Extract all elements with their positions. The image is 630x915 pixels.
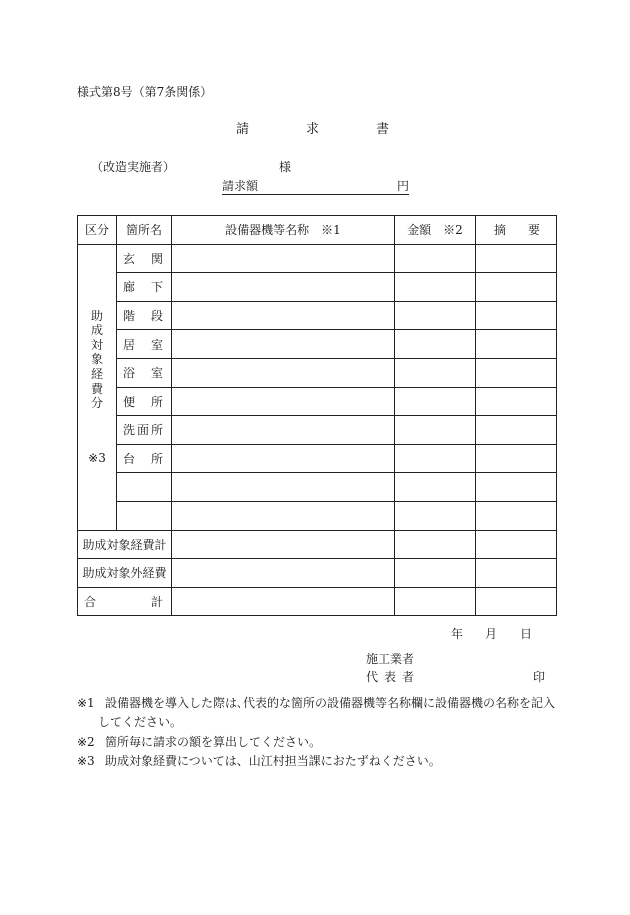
location-cell [117,330,172,359]
location-cell [117,358,172,387]
addressee-label: （改造実施者） [91,160,176,174]
table-row [78,387,557,416]
category-char: 費 [90,381,103,396]
note-mark: ※1 [77,696,95,710]
table-row [78,416,557,445]
amount-unit: 円 [396,179,409,193]
table-row [78,444,557,473]
table-header-row [78,216,557,245]
equipment-cell[interactable] [172,559,395,588]
equipment-cell[interactable] [172,301,395,330]
note-1-continued: してください。 [98,715,183,729]
seal-label: 印 [533,670,546,684]
location-char: 関 [150,251,163,266]
note-text: 箇所毎に請求の額を算出してください。 [105,735,322,749]
location-char: 所 [150,452,163,467]
non-subsidized-label: 助成対象外経費 [78,559,172,588]
grand-total-char: 計 [150,595,163,610]
price-cell[interactable] [395,559,476,588]
equipment-cell[interactable] [172,444,395,473]
location-char: 便 [123,394,136,409]
date-year: 年 [451,627,464,641]
table-row [78,330,557,359]
price-cell[interactable] [395,387,476,416]
remarks-cell[interactable] [476,501,557,530]
location-cell [117,416,172,445]
header-remarks-char: 摘 [494,223,507,238]
location-cell [117,244,172,273]
equipment-cell[interactable] [172,587,395,616]
non-subsidized-row [78,559,557,588]
table-row [78,273,557,302]
remarks-cell[interactable] [476,358,557,387]
table-row [78,301,557,330]
equipment-cell[interactable] [172,501,395,530]
title-char: 請 [236,122,250,137]
category-note-mark: ※3 [88,450,106,465]
remarks-cell[interactable] [476,273,557,302]
location-char: 居 [123,337,136,352]
location-char: 廊 [123,280,136,295]
table-row [78,501,557,530]
location-char: 階 [123,309,136,324]
location-char: 室 [150,337,163,352]
location-char: 所 [150,394,163,409]
remarks-cell[interactable] [476,530,557,559]
price-cell[interactable] [395,473,476,502]
contractor-label: 施工業者 [366,652,415,666]
equipment-cell[interactable] [172,358,395,387]
location-char: 玄 [123,251,136,266]
remarks-cell[interactable] [476,587,557,616]
subsidized-category-cell [78,244,117,530]
remarks-cell[interactable] [476,559,557,588]
grand-total-label [78,587,172,616]
form-number: 様式第8号（第7条関係） [77,85,213,99]
price-cell[interactable] [395,416,476,445]
location-char: 下 [150,280,163,295]
representative-label [366,671,414,683]
location-char: 室 [150,366,163,381]
category-char: 助 [90,308,103,323]
date-month: 月 [485,627,498,641]
price-cell[interactable] [395,587,476,616]
grand-total-char: 合 [84,595,97,610]
grand-total-row [78,587,557,616]
document-title [236,123,389,136]
equipment-cell[interactable] [172,330,395,359]
title-char: 求 [305,122,319,137]
price-cell[interactable] [395,301,476,330]
addressee-honorific: 様 [279,160,292,174]
location-char: 段 [150,309,163,324]
table-row [78,358,557,387]
equipment-cell[interactable] [172,416,395,445]
equipment-cell[interactable] [172,473,395,502]
location-cell [117,444,172,473]
remarks-cell[interactable] [476,473,557,502]
remarks-cell[interactable] [476,244,557,273]
remarks-cell[interactable] [476,387,557,416]
location-char: 台 [123,452,136,467]
subsidized-total-label: 助成対象経費計 [78,530,172,559]
equipment-cell[interactable] [172,530,395,559]
amount-label: 請求額 [222,179,259,193]
subsidized-total-row [78,530,557,559]
note-text: 設備器機を導入した際は､代表的な箇所の設備器機等名称欄に設備器機の名称を記入 [105,696,556,710]
location-cell-blank[interactable] [117,473,172,502]
category-char: 経 [90,367,103,382]
header-remarks-char: 要 [527,223,540,238]
equipment-cell[interactable] [172,273,395,302]
location-char: 洗 [123,423,136,438]
price-cell[interactable] [395,501,476,530]
price-cell[interactable] [395,358,476,387]
table-row [78,244,557,273]
price-cell[interactable] [395,444,476,473]
price-cell[interactable] [395,530,476,559]
date-day: 日 [520,627,533,641]
location-cell [117,273,172,302]
amount-line [222,180,409,195]
representative-char: 者 [401,670,414,684]
table-row [78,473,557,502]
category-char: 成 [90,323,103,338]
note-mark: ※2 [77,735,95,749]
equipment-cell[interactable] [172,387,395,416]
location-cell-blank[interactable] [117,501,172,530]
price-cell[interactable] [395,330,476,359]
category-char: 象 [90,352,103,367]
remarks-cell[interactable] [476,444,557,473]
remarks-cell[interactable] [476,330,557,359]
title-char: 書 [375,122,389,137]
representative-char: 代 [366,670,379,684]
representative-char: 表 [383,670,396,684]
category-char: 対 [90,337,103,352]
header-price: 金額 ※2 [395,216,476,245]
location-cell [117,387,172,416]
header-location: 箇所名 [117,216,172,245]
note-2 [77,736,321,748]
note-mark: ※3 [77,754,95,768]
remarks-cell[interactable] [476,416,557,445]
price-cell[interactable] [395,273,476,302]
remarks-cell[interactable] [476,301,557,330]
note-1 [77,697,555,709]
category-char: 分 [90,396,103,411]
header-category: 区分 [78,216,117,245]
request-table [77,215,557,616]
header-remarks [476,216,557,245]
location-char: 浴 [123,366,136,381]
header-equipment: 設備器機等名称 ※1 [172,216,395,245]
subsidized-category-label [78,309,116,466]
note-text: 助成対象経費については、山江村担当課におたずねください。 [105,754,441,768]
note-3 [77,755,441,767]
location-char: 所 [150,423,163,438]
price-cell[interactable] [395,244,476,273]
location-char: 面 [136,423,149,438]
location-cell [117,301,172,330]
equipment-cell[interactable] [172,244,395,273]
